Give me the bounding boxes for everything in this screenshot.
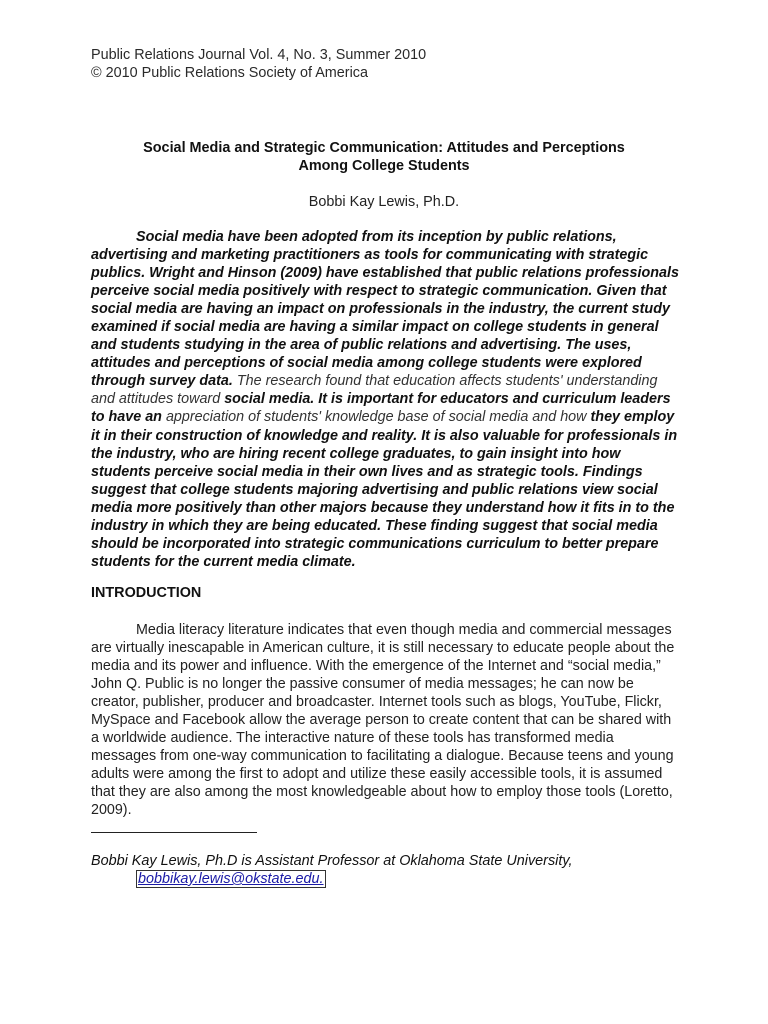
abstract-part-4: appreciation of students' knowledge base of social media and how — [165, 409, 587, 426]
author-email-link[interactable]: bobbikay.lewis@okstate.edu. — [138, 871, 324, 887]
abstract-part-3: social media. It is important for educators and curriculum leaders to have an — [91, 391, 671, 426]
journal-citation: Public Relations Journal Vol. 4, No. 3, Summer 2010 — [91, 47, 427, 63]
abstract — [91, 228, 681, 571]
journal-header — [91, 46, 691, 82]
copyright-notice: © 2010 Public Relations Society of America — [91, 65, 368, 81]
article-title: Social Media and Strategic Communication: Attitudes and Perceptions Among College Students — [143, 140, 625, 174]
abstract-part-1: Social media have been adopted from its inception by public relations, advertising and marketing practitioners as tools for communicating with strategic publics. Wright and Hinson (2009) have established that public relations professionals perceive social media positively with respect to strategic communication. Given that social media are having an impact on professionals in the industry, the current study examined if social media are having a similar impact on college students in general and students studying in the area of public relations and advertising. The uses, attitudes and perceptions of social media among college students were explored through survey data. — [91, 229, 679, 390]
footnote-text: Bobbi Kay Lewis, Ph.D is Assistant Professor at Oklahoma State University, — [91, 853, 573, 869]
article-author: Bobbi Kay Lewis, Ph.D. — [308, 194, 460, 210]
introduction-body — [91, 621, 681, 819]
abstract-part-2: The research found that education affects students' understanding and attitudes toward — [91, 373, 658, 408]
introduction-paragraph: Media literacy literature indicates that even though media and commercial messages are virtually inescapable in American culture, it is still necessary to educate people about the media and its power and influence. With the emergence of the Internet and “social media,” John Q. Public is no longer the passive consumer of media messages; he can now be creator, publisher, producer and broadcaster. Internet tools such as blogs, YouTube, Flickr, MySpace and Facebook allow the average person to create content that can be shared with a worldwide audience. The interactive nature of these tools has transformed media messages from one-way communication to facilitating a dialogue. Because teens and young adults were among the first to adopt and utilize these easily accessible tools, it is assumed that they are also among the most knowledgeable about how to employ those tools (Loretto, 2009). — [91, 622, 675, 818]
footnote-divider — [91, 832, 257, 833]
introduction-heading: INTRODUCTION — [91, 585, 202, 601]
author-footnote — [91, 852, 691, 888]
abstract-part-5: they employ it in their construction of knowledge and reality. It is also valuable for professionals in the industry, who are hiring recent college graduates, to gain insight into how students perceive social media in their own lives and as strategic tools. Findings suggest that college students majoring advertising and public relations view social media more positively than other majors because they understand how it fits in to the industry in which they are being educated. These finding suggest that social media should be incorporated into strategic communications curriculum to better prepare students for the current media climate. — [91, 409, 678, 570]
